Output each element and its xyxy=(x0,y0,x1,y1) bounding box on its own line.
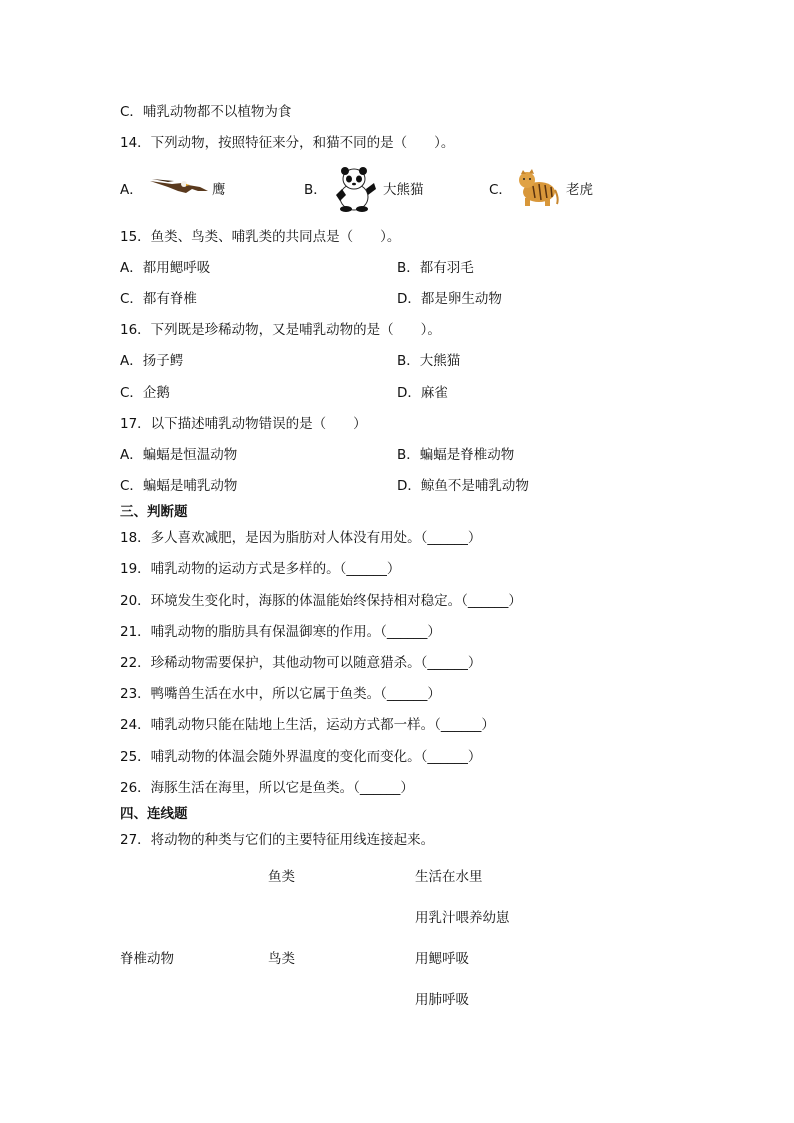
q20: 20．环境发生变化时，海豚的体温能始终保持相对稳定。（______） xyxy=(120,593,522,609)
q14-option-c-letter: C． xyxy=(489,182,512,198)
q16-question: 16．下列既是珍稀动物，又是哺乳动物的是（ ）。 xyxy=(120,322,441,338)
q17-option-a: A．蝙蝠是恒温动物 xyxy=(120,447,238,463)
q14-option-a-letter: A． xyxy=(120,182,143,198)
q16-option-d: D．麻雀 xyxy=(397,385,448,401)
q14-option-b-name: 大熊猫 xyxy=(383,182,424,198)
q14-option-b-letter: B． xyxy=(304,182,327,198)
q13-option-c: C．哺乳动物都不以植物为食 xyxy=(120,104,292,120)
q15-option-a: A．都用鳃呼吸 xyxy=(120,260,211,276)
q15-option-d: D．都是卵生动物 xyxy=(397,291,502,307)
q16-option-b: B．大熊猫 xyxy=(397,353,461,369)
q16-option-a: A．扬子鳄 xyxy=(120,353,184,369)
q21: 21．哺乳动物的脂肪具有保温御寒的作用。（______） xyxy=(120,624,441,640)
q16-option-c: C．企鹅 xyxy=(120,385,170,401)
q14-option-a-name: 鹰 xyxy=(212,182,226,198)
tiger-image xyxy=(515,168,559,208)
q27-question: 27．将动物的种类与它们的主要特征用线连接起来。 xyxy=(120,832,435,848)
q14-option-c-name: 老虎 xyxy=(566,182,593,198)
q25: 25．哺乳动物的体温会随外界温度的变化而变化。（______） xyxy=(120,749,482,765)
q17-option-d: D．鲸鱼不是哺乳动物 xyxy=(397,478,529,494)
q14-question: 14．下列动物，按照特征来分，和猫不同的是（ ）。 xyxy=(120,135,455,151)
match-middle-fish: 鱼类 xyxy=(268,869,295,885)
eagle-image xyxy=(148,173,210,199)
match-left-vertebrate: 脊椎动物 xyxy=(120,951,174,967)
q22: 22．珍稀动物需要保护，其他动物可以随意猎杀。（______） xyxy=(120,655,482,671)
q18: 18．多人喜欢减肥，是因为脂肪对人体没有用处。（______） xyxy=(120,530,482,546)
q17-option-c: C．蝙蝠是哺乳动物 xyxy=(120,478,238,494)
q24: 24．哺乳动物只能在陆地上生活，运动方式都一样。（______） xyxy=(120,717,495,733)
q23: 23．鸭嘴兽生活在水中，所以它属于鱼类。（______） xyxy=(120,686,441,702)
q15-option-b: B．都有羽毛 xyxy=(397,260,474,276)
match-right-2: 用乳汁喂养幼崽 xyxy=(415,910,510,926)
match-middle-bird: 鸟类 xyxy=(268,951,295,967)
match-right-1: 生活在水里 xyxy=(415,869,483,885)
q17-question: 17．以下描述哺乳动物错误的是（ ） xyxy=(120,416,367,432)
section-3-title: 三、判断题 xyxy=(120,504,188,520)
q15-option-c: C．都有脊椎 xyxy=(120,291,197,307)
q15-question: 15．鱼类、鸟类、哺乳类的共同点是（ ）。 xyxy=(120,229,401,245)
q19: 19．哺乳动物的运动方式是多样的。（______） xyxy=(120,561,401,577)
q26: 26．海豚生活在海里，所以它是鱼类。（______） xyxy=(120,780,414,796)
panda-image xyxy=(332,165,378,213)
section-4-title: 四、连线题 xyxy=(120,806,188,822)
q17-option-b: B．蝙蝠是脊椎动物 xyxy=(397,447,515,463)
match-right-4: 用肺呼吸 xyxy=(415,992,469,1008)
match-right-3: 用鳃呼吸 xyxy=(415,951,469,967)
